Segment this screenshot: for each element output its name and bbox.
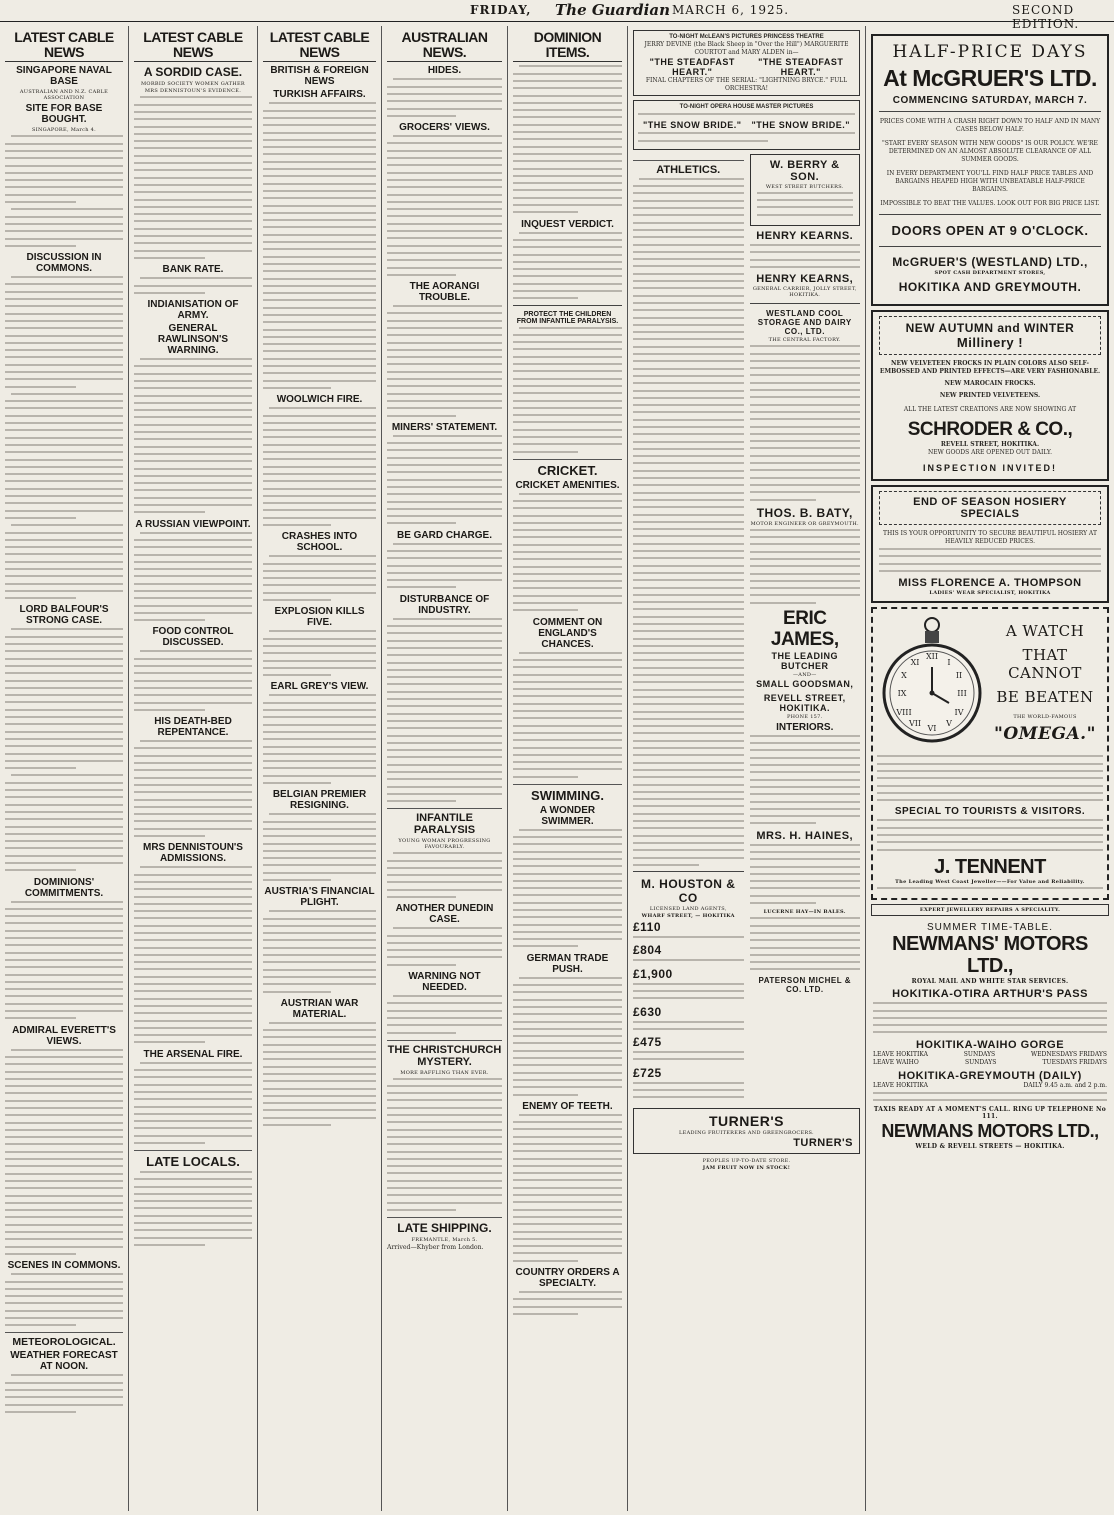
ad-millinery xyxy=(871,310,1109,481)
article-text xyxy=(387,1078,502,1211)
article-text xyxy=(263,813,376,881)
masthead-edition: SECOND EDITION. xyxy=(1012,3,1080,31)
subhead: WEATHER FORECAST AT NOON. xyxy=(10,1350,118,1373)
ad-text: FINAL CHAPTERS OF THE SERIAL: "LIGHTNING BRYCE." FULL ORCHESTRA! xyxy=(645,77,848,92)
subhead-small: MORE BAFFLING THAN EVER. xyxy=(400,1069,489,1076)
column-classified-ads xyxy=(628,26,866,1511)
watch-title-2: THAT CANNOT xyxy=(1008,646,1082,683)
film-title: "THE STEADFAST HEART." xyxy=(758,57,844,77)
kearns-name: HENRY KEARNS, xyxy=(756,273,854,286)
eric-town: HOKITIKA. xyxy=(779,702,830,713)
section-headline: THE CHRISTCHURCH MYSTERY. xyxy=(387,1040,502,1068)
route-otira: HOKITIKA-OTIRA ARTHUR'S PASS xyxy=(892,988,1088,1001)
omega-brand: "OMEGA." xyxy=(994,724,1096,745)
column-display-ads xyxy=(866,26,1114,1511)
article-text xyxy=(134,866,252,1043)
baty-name: THOS. B. BATY, xyxy=(756,505,853,520)
article-text xyxy=(513,977,622,1096)
article-text xyxy=(387,927,502,965)
repairs-notice: EXPERT JEWELLERY REPAIRS A SPECIALITY. xyxy=(871,904,1109,916)
article-text xyxy=(387,78,502,116)
eric-phone: PHONE 157. xyxy=(786,713,823,720)
houston-name: M. HOUSTON & CO xyxy=(641,877,736,906)
ad-omega-watch xyxy=(871,607,1109,900)
subhead: CRASHES INTO SCHOOL. xyxy=(281,531,358,554)
subhead-small: MRS DENNISTOUN'S EVIDENCE. xyxy=(144,88,242,95)
article-text xyxy=(263,555,376,601)
baty-sub: MOTOR ENGINEER OR GREYMOUTH. xyxy=(750,520,859,527)
haines-name: MRS. H. HAINES, xyxy=(756,829,854,842)
half-price-date: COMMENCING SATURDAY, MARCH 7. xyxy=(892,95,1088,107)
subhead: GROCERS' VIEWS. xyxy=(399,122,490,134)
article-text xyxy=(513,1114,622,1262)
newmans-sub: ROYAL MAIL AND WHITE STAR SERVICES. xyxy=(911,978,1069,986)
subhead-small: MORBID SOCIETY WOMEN GATHER xyxy=(141,81,245,88)
subhead: GERMAN TRADE PUSH. xyxy=(526,952,609,975)
ad-opera-house xyxy=(633,100,860,150)
column-cable-news-2 xyxy=(129,26,258,1511)
millinery-text: NEW VELVETEEN FROCKS IN PLAIN COLORS ALSO SELF-EMBOSSED AND PRINTED EFFECTS—ARE VERY FASHIONABLE. xyxy=(879,360,1101,376)
article-text xyxy=(134,740,252,837)
article-text xyxy=(513,1291,622,1315)
watch-sub: THE WORLD-FAMOUS xyxy=(1013,714,1077,721)
houston-street: WHARF STREET, — HOKITIKA xyxy=(641,913,735,920)
article-text xyxy=(387,852,502,898)
article-text xyxy=(5,1049,123,1255)
subhead: FOOD CONTROL DISCUSSED. xyxy=(152,626,234,649)
masthead-date: MARCH 6, 1925. xyxy=(672,3,790,17)
property-price: £725 xyxy=(633,1065,662,1080)
half-price-text: "START EVERY SEASON WITH NEW GOODS" IS OUR POLICY. WE'RE DETERMINED ON AN ALMOST ABSOLUTE CLEARANCE OF ALL SUMMER GOODS. xyxy=(882,140,1098,164)
eric-sub: THE LEADING BUTCHER xyxy=(771,650,838,671)
mcgruers-sub: SPOT CASH DEPARTMENT STORES, xyxy=(934,270,1046,277)
eric-and: —AND— xyxy=(793,671,817,678)
subhead: THE AORANGI TROUBLE. xyxy=(409,281,480,304)
schroder-street: REVELL STREET, HOKITIKA. xyxy=(940,441,1040,449)
half-price-text: IMPOSSIBLE TO BEAT THE VALUES. LOOK OUT FOR BIG PRICE LIST. xyxy=(880,200,1100,208)
newmans-address: WELD & REVELL STREETS — HOKITIKA. xyxy=(915,1143,1065,1151)
dateline: SINGAPORE, March 4. xyxy=(31,127,96,134)
ad-berry xyxy=(750,154,861,226)
subhead: AUSTRIA'S FINANCIAL PLIGHT. xyxy=(264,886,375,909)
svg-text:I: I xyxy=(947,658,951,668)
subhead: A RUSSIAN VIEWPOINT. xyxy=(135,518,251,530)
subhead: A WONDER SWIMMER. xyxy=(539,804,596,827)
doors-open: DOORS OPEN AT 9 O'CLOCK. xyxy=(891,223,1089,239)
tourists-special: SPECIAL TO TOURISTS & VISITORS. xyxy=(894,806,1086,818)
article-text xyxy=(134,1062,252,1144)
article-text xyxy=(263,407,376,526)
subhead-small: YOUNG WOMAN PROGRESSING FAVOURABLY. xyxy=(398,838,491,851)
ad-text: JERRY DEVINE (the Black Sheep in "Over the Hill") MARGUERITE xyxy=(644,41,849,48)
article-text xyxy=(5,135,123,246)
turner-name: TURNER'S xyxy=(709,1112,784,1129)
svg-text:VII: VII xyxy=(908,719,922,729)
subhead: ENEMY OF TEETH. xyxy=(522,1100,613,1112)
headline: DOMINION ITEMS. xyxy=(513,30,622,62)
article-text: Arrived—Khyber from London. xyxy=(387,1243,484,1251)
film-title: "THE SNOW BRIDE." xyxy=(751,120,851,131)
schroder-name: SCHRODER & CO., xyxy=(907,419,1073,441)
svg-text:XII: XII xyxy=(925,652,939,662)
inspection-invited: INSPECTION INVITED! xyxy=(922,463,1057,474)
article-text xyxy=(134,358,252,513)
article-text xyxy=(5,1273,123,1326)
headline: LATEST CABLE NEWS xyxy=(5,30,123,62)
watch-title-3: BE BEATEN xyxy=(996,688,1094,707)
ad-newmans-motors xyxy=(871,920,1109,1153)
subhead: COUNTRY ORDERS A SPECIALTY. xyxy=(515,1267,620,1290)
subhead: COMMENT ON ENGLAND'S CHANCES. xyxy=(532,616,603,650)
millinery-text: ALL THE LATEST CREATIONS ARE NOW SHOWING AT xyxy=(903,406,1077,414)
dateline: FREMANTLE, March 5. xyxy=(411,1236,478,1243)
westland-sub: THE CENTRAL FACTORY. xyxy=(768,337,841,344)
ad-mcleans-pictures xyxy=(633,30,860,96)
subhead: HIDES. xyxy=(427,65,462,77)
subhead: CRICKET AMENITIES. xyxy=(515,479,620,491)
ad-headline: PROTECT THE CHILDREN FROM INFANTILE PARALYSIS. xyxy=(516,310,619,325)
eric-sub2: SMALL GOODSMAN, xyxy=(756,678,854,689)
ad-hosiery xyxy=(871,485,1109,603)
kearns-sub: GENERAL CARRIER, JOLLY STREET, HOKITIKA. xyxy=(752,286,857,299)
section-headline: METEOROLOGICAL. xyxy=(5,1332,123,1348)
column-dominion-items xyxy=(508,26,628,1511)
mcgruers-name: McGRUER'S (WESTLAND) LTD., xyxy=(892,255,1088,270)
subhead: AUSTRIAN WAR MATERIAL. xyxy=(280,997,359,1020)
article-text xyxy=(134,532,252,622)
jam-notice: JAM FRUIT NOW IN STOCK! xyxy=(702,1164,791,1171)
article-text xyxy=(387,135,502,276)
hosiery-title: END OF SEASON HOSIERY SPECIALS xyxy=(913,496,1067,521)
film-title: "THE STEADFAST HEART." xyxy=(649,57,735,77)
section-headline: LATE LOCALS. xyxy=(134,1150,252,1169)
half-price-title: HALF-PRICE DAYS xyxy=(892,42,1088,62)
haines-sub: PEOPLES UP-TO-DATE STORE. xyxy=(702,1157,791,1164)
article-text xyxy=(633,178,744,866)
article-text xyxy=(134,1171,252,1246)
turner-phone-name: TURNER'S xyxy=(793,1136,853,1149)
article-text xyxy=(134,96,252,259)
property-price: £475 xyxy=(633,1035,662,1050)
millinery-title: NEW AUTUMN and WINTER xyxy=(905,321,1075,336)
eric-name: ERIC JAMES, xyxy=(770,608,839,650)
section-headline: LATE SHIPPING. xyxy=(387,1217,502,1235)
ad-turner xyxy=(633,1108,860,1154)
article-text xyxy=(513,652,622,778)
tennent-sub: The Leading West Coast Jeweller——For Value and Reliability. xyxy=(895,878,1085,885)
svg-text:X: X xyxy=(901,671,907,681)
watch-title: A WATCH xyxy=(1005,622,1085,641)
millinery-text: NEW PRINTED VELVETEENS. xyxy=(939,392,1041,400)
headline: LATEST CABLE NEWS xyxy=(263,30,376,62)
newmans-name-2: NEWMANS MOTORS LTD., xyxy=(881,1121,1099,1142)
ad-column-left xyxy=(633,154,744,1104)
half-price-text: PRICES COME WITH A CRASH RIGHT DOWN TO HALF AND IN MANY CASES BELOW HALF. xyxy=(879,118,1101,134)
turner-sub: LEADING FRUITERERS AND GREENGROCERS. xyxy=(679,1129,814,1136)
article-text xyxy=(5,628,123,871)
mcgruers-towns: HOKITIKA AND GREYMOUTH. xyxy=(898,280,1082,295)
subhead: WOOLWICH FIRE. xyxy=(276,394,363,406)
article-text xyxy=(263,694,376,784)
section-headline: INFANTILE PARALYSIS xyxy=(387,808,502,836)
masthead-day: FRIDAY, xyxy=(470,3,532,17)
article-text xyxy=(387,543,502,589)
subhead: BANK RATE. xyxy=(162,264,224,276)
subhead: MRS DENNISTOUN'S ADMISSIONS. xyxy=(143,842,243,865)
agency-credit: AUSTRALIAN AND N.Z. CABLE ASSOCIATION xyxy=(19,89,109,102)
subhead: TURKISH AFFAIRS. xyxy=(273,89,366,101)
article-text xyxy=(134,650,252,710)
property-price: £804 xyxy=(633,943,662,958)
subhead: BE GARD CHARGE. xyxy=(396,529,492,541)
subhead: ADMIRAL EVERETT'S VIEWS. xyxy=(12,1024,116,1047)
ad-eric-james xyxy=(750,609,861,720)
subhead: DISTURBANCE OF INDUSTRY. xyxy=(399,593,490,616)
subhead: DOMINIONS' COMMITMENTS. xyxy=(24,876,104,899)
article-text xyxy=(5,901,123,1020)
article-text xyxy=(513,232,622,300)
section-headline: CRICKET. xyxy=(513,459,622,478)
svg-text:VI: VI xyxy=(927,724,937,734)
section-headline: SWIMMING. xyxy=(513,784,622,803)
headline-sub: BRITISH & FOREIGN NEWS xyxy=(270,65,369,88)
paterson-name: PATERSON MICHEL & CO. LTD. xyxy=(758,975,851,994)
article-text xyxy=(134,277,252,294)
half-price-text: IN EVERY DEPARTMENT YOU'LL FIND HALF PRICE TABLES AND BARGAINS HEAPED HIGH WITH UNBEATABLE HALF-PRICE BARGAINS. xyxy=(886,170,1094,194)
ad-column-right xyxy=(750,154,861,1104)
interiors-heading: INTERIORS. xyxy=(776,721,834,733)
headline: LATEST CABLE NEWS xyxy=(134,30,252,62)
subhead: ANOTHER DUNEDIN CASE. xyxy=(395,903,494,926)
subhead: HIS DEATH-BED REPENTANCE. xyxy=(154,716,232,739)
taxis-notice: TAXIS READY AT A MOMENT'S CALL. RING UP TELEPHONE No 111. xyxy=(873,1106,1107,1121)
subhead: INQUEST VERDICT. xyxy=(521,218,614,230)
property-price: £630 xyxy=(633,1004,662,1019)
millinery-title-2: Millinery ! xyxy=(956,335,1024,351)
subhead: THE ARSENAL FIRE. xyxy=(143,1048,243,1060)
newmans-name: NEWMANS' MOTORS LTD., xyxy=(892,933,1088,978)
subhead: SCENES IN COMMONS. xyxy=(7,1260,121,1272)
article-text xyxy=(5,276,123,599)
westland-name: WESTLAND COOL STORAGE AND DAIRY CO., LTD. xyxy=(757,309,852,337)
article-text xyxy=(263,910,376,992)
millinery-text: NEW MAROCAIN FROCKS. xyxy=(944,380,1036,388)
berry-name: W. BERRY & SON. xyxy=(769,158,840,183)
headline: AUSTRALIAN NEWS. xyxy=(387,30,502,62)
summer-timetable: SUMMER TIME-TABLE. xyxy=(927,922,1053,934)
svg-text:IX: IX xyxy=(897,689,907,699)
svg-text:III: III xyxy=(957,689,967,699)
hosiery-text: THIS IS YOUR OPPORTUNITY TO SECURE BEAUTIFUL HOSIERY AT HEAVILY REDUCED PRICES. xyxy=(883,530,1097,546)
svg-text:VIII: VIII xyxy=(896,708,912,718)
eric-street: REVELL STREET, xyxy=(763,692,846,703)
svg-text:XI: XI xyxy=(910,658,920,668)
section-headline: ATHLETICS. xyxy=(633,160,744,176)
route-waiho: HOKITIKA-WAIHO GORGE xyxy=(915,1038,1065,1051)
headline-sub: A SORDID CASE. xyxy=(143,65,243,80)
article-text xyxy=(513,493,622,612)
column-australian-news xyxy=(382,26,508,1511)
subhead: SITE FOR BASE BOUGHT. xyxy=(25,103,103,126)
subhead: DISCUSSION IN COMMONS. xyxy=(26,252,102,275)
article-text xyxy=(513,829,622,948)
article-text xyxy=(387,305,502,416)
article-text xyxy=(387,618,502,802)
svg-text:II: II xyxy=(955,671,963,681)
masthead xyxy=(0,0,1114,31)
headline-sub: SINGAPORE NAVAL BASE xyxy=(16,65,112,88)
subhead: BELGIAN PREMIER RESIGNING. xyxy=(272,789,367,812)
berry-sub: WEST STREET BUTCHERS. xyxy=(765,183,844,190)
tennent-name: J. TENNENT xyxy=(934,855,1046,878)
subhead: EXPLOSION KILLS FIVE. xyxy=(274,606,365,629)
kearns-name: HENRY KEARNS. xyxy=(756,230,854,243)
article-text xyxy=(387,435,502,525)
ad-heading: TO-NIGHT OPERA HOUSE MASTER PICTURES xyxy=(679,104,814,110)
timetable-row: LEAVE WAIHO SUNDAYS TUESDAYS FRIDAYS xyxy=(873,1058,1107,1066)
subhead: INDIANISATION OF ARMY. xyxy=(147,299,239,322)
film-title: "THE SNOW BRIDE." xyxy=(642,120,742,131)
lucerne-heading: LUCERNE HAY—IN BALES. xyxy=(763,909,846,916)
pocket-watch-icon xyxy=(877,613,987,753)
ad-text: COURTOT and MARY ALDEN in— xyxy=(694,49,799,56)
article-text xyxy=(5,1374,123,1412)
svg-text:V: V xyxy=(946,719,952,729)
article-text xyxy=(263,630,376,676)
property-price: £110 xyxy=(633,920,662,935)
subhead: EARL GREY'S VIEW. xyxy=(270,681,369,693)
article-text xyxy=(513,327,622,453)
subhead: WARNING NOT NEEDED. xyxy=(408,971,481,994)
ad-half-price-days xyxy=(871,34,1109,306)
masthead-paper-name: The Guardian xyxy=(555,1,670,19)
svg-text:IV: IV xyxy=(954,708,964,718)
article-text xyxy=(513,65,622,213)
column-cable-news-1 xyxy=(0,26,129,1511)
article-text xyxy=(263,102,376,389)
timetable-row: LEAVE HOKITIKA DAILY 9.45 a.m. and 2 p.m. xyxy=(873,1081,1107,1089)
half-price-store: At McGRUER'S LTD. xyxy=(883,65,1097,91)
subhead: LORD BALFOUR'S STRONG CASE. xyxy=(19,604,109,627)
article-text xyxy=(263,1022,376,1126)
route-greymouth: HOKITIKA-GREYMOUTH (DAILY) xyxy=(898,1069,1082,1082)
houston-sub: LICENSED LAND AGENTS, xyxy=(649,906,727,913)
column-british-foreign-news xyxy=(258,26,382,1511)
property-price: £1,900 xyxy=(633,966,673,981)
thompson-sub: LADIES' WEAR SPECIALIST, HOKITIKA xyxy=(929,590,1051,597)
subhead: MINERS' STATEMENT. xyxy=(391,421,498,433)
schroder-text: NEW GOODS ARE OPENED OUT DAILY. xyxy=(927,449,1053,457)
thompson-name: MISS FLORENCE A. THOMPSON xyxy=(898,577,1082,590)
article-text xyxy=(387,995,502,1033)
ad-heading: TO-NIGHT McLEAN'S PICTURES PRINCESS THEATRE xyxy=(669,34,824,40)
timetable-row: LEAVE HOKITIKA SUNDAYS WEDNESDAYS FRIDAYS xyxy=(873,1050,1107,1058)
subhead: GENERAL RAWLINSON'S WARNING. xyxy=(157,323,229,357)
